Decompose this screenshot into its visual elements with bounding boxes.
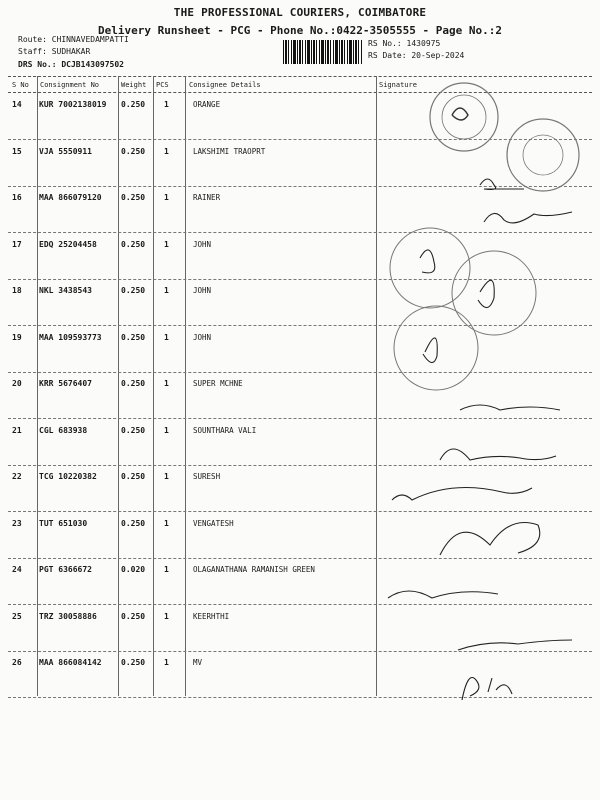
table-row bbox=[8, 141, 592, 187]
rs-no-label: RS No.: bbox=[368, 39, 402, 48]
runsheet-subtitle: Delivery Runsheet - PCG - Phone No.:0422-3505555 - Page No.:2 bbox=[98, 24, 502, 37]
table-row bbox=[8, 559, 592, 605]
cell-consignment-no: KRR 5676407 bbox=[39, 379, 92, 388]
cell-weight: 0.250 bbox=[121, 379, 146, 388]
col-head-weight: Weight bbox=[121, 81, 147, 89]
cell-pcs: 1 bbox=[164, 565, 169, 574]
barcode bbox=[283, 40, 363, 64]
cell-consignee: JOHN bbox=[193, 286, 212, 295]
cell-sno: 23 bbox=[12, 518, 22, 528]
col-head-consignee: Consignee Details bbox=[189, 81, 261, 89]
route-line bbox=[18, 35, 129, 44]
cell-pcs: 1 bbox=[164, 658, 169, 667]
cell-pcs: 1 bbox=[164, 379, 169, 388]
cell-consignee: SUPER MCHNE bbox=[193, 379, 243, 388]
cell-weight: 0.250 bbox=[121, 100, 146, 109]
cell-sno: 15 bbox=[12, 146, 22, 156]
cell-consignee: OLAGANATHANA RAMANISH GREEN bbox=[193, 565, 315, 574]
route-label: Route: bbox=[18, 35, 47, 44]
cell-consignee: KEERHTHI bbox=[193, 611, 230, 621]
rs-date-line bbox=[368, 51, 464, 60]
cell-consignee: SURESH bbox=[193, 472, 221, 481]
cell-consignee: LAKSHIMI TRAOPRT bbox=[193, 146, 266, 156]
cell-pcs: 1 bbox=[164, 425, 169, 435]
cell-consignment-no: PGT 6366672 bbox=[39, 565, 92, 574]
cell-pcs: 1 bbox=[164, 239, 169, 249]
drs-label: DRS No.: bbox=[18, 60, 57, 69]
cell-consignment-no: TRZ 30058886 bbox=[39, 611, 97, 621]
cell-pcs: 1 bbox=[164, 332, 169, 342]
cell-sno: 21 bbox=[12, 425, 22, 435]
cell-sno: 18 bbox=[12, 286, 22, 295]
rs-date-value: 20-Sep-2024 bbox=[411, 51, 465, 60]
cell-consignment-no: MAA 866079120 bbox=[39, 193, 102, 202]
staff-label: Staff: bbox=[18, 47, 47, 56]
cell-consignee: JOHN bbox=[193, 239, 212, 249]
table-row bbox=[8, 94, 592, 140]
cell-pcs: 1 bbox=[164, 518, 169, 528]
cell-weight: 0.250 bbox=[121, 658, 146, 667]
cell-sno: 19 bbox=[12, 332, 22, 342]
rs-no-value: 1430975 bbox=[406, 39, 441, 48]
header-rule-bottom bbox=[8, 92, 592, 93]
table-row bbox=[8, 234, 592, 280]
cell-consignment-no: NKL 3438543 bbox=[39, 286, 92, 295]
cell-consignment-no: TUT 651030 bbox=[39, 518, 88, 528]
table-row bbox=[8, 280, 592, 326]
cell-consignment-no: TCG 10220382 bbox=[39, 472, 97, 481]
cell-weight: 0.250 bbox=[121, 611, 146, 621]
table-row bbox=[8, 327, 592, 373]
cell-sno: 25 bbox=[12, 611, 22, 621]
company-title: THE PROFESSIONAL COURIERS, COIMBATORE bbox=[173, 6, 427, 19]
table-row bbox=[8, 420, 592, 466]
cell-consignee: ORANGE bbox=[193, 100, 221, 109]
cell-sno: 16 bbox=[12, 193, 22, 202]
table-row bbox=[8, 652, 592, 698]
cell-consignment-no: KUR 7002138019 bbox=[39, 100, 107, 109]
cell-sno: 22 bbox=[12, 472, 22, 481]
cell-pcs: 1 bbox=[164, 611, 169, 621]
cell-pcs: 1 bbox=[164, 100, 169, 109]
cell-weight: 0.250 bbox=[121, 425, 146, 435]
route-value: CHINNAVEDAMPATTI bbox=[51, 35, 129, 44]
cell-sno: 14 bbox=[12, 100, 22, 109]
cell-sno: 17 bbox=[12, 239, 22, 249]
cell-weight: 0.250 bbox=[121, 193, 146, 202]
cell-consignment-no: EDQ 25204458 bbox=[39, 239, 97, 249]
row-divider bbox=[8, 697, 592, 698]
cell-consignee: JOHN bbox=[193, 332, 212, 342]
cell-weight: 0.250 bbox=[121, 472, 146, 481]
cell-consignee: MV bbox=[193, 658, 203, 667]
cell-consignee: RAINER bbox=[193, 193, 221, 202]
cell-pcs: 1 bbox=[164, 286, 169, 295]
table-row bbox=[8, 606, 592, 652]
drs-value: DCJB143097502 bbox=[61, 60, 124, 69]
header-rule-top bbox=[8, 76, 592, 77]
cell-weight: 0.250 bbox=[121, 286, 146, 295]
cell-weight: 0.250 bbox=[121, 332, 146, 342]
cell-pcs: 1 bbox=[164, 146, 169, 156]
rs-no-line bbox=[368, 39, 440, 48]
cell-weight: 0.250 bbox=[121, 146, 146, 156]
cell-sno: 24 bbox=[12, 565, 22, 574]
rs-date-label: RS Date: bbox=[368, 51, 407, 60]
staff-line bbox=[18, 47, 90, 56]
cell-consignment-no: MAA 109593773 bbox=[39, 332, 102, 342]
cell-consignment-no: MAA 866084142 bbox=[39, 658, 102, 667]
cell-weight: 0.250 bbox=[121, 239, 146, 249]
col-head-consignment: Consignment No bbox=[40, 81, 100, 89]
cell-consignment-no: VJA 5550911 bbox=[39, 146, 92, 156]
cell-sno: 26 bbox=[12, 658, 22, 667]
cell-consignment-no: CGL 683938 bbox=[39, 425, 88, 435]
cell-consignee: VENGATESH bbox=[193, 518, 234, 528]
col-head-pcs: PCS bbox=[156, 81, 169, 89]
drs-line bbox=[18, 60, 124, 69]
cell-weight: 0.020 bbox=[121, 565, 146, 574]
cell-pcs: 1 bbox=[164, 472, 169, 481]
col-head-signature: Signature bbox=[379, 81, 417, 89]
table-row bbox=[8, 466, 592, 512]
cell-consignee: SOUNTHARA VALI bbox=[193, 425, 257, 435]
col-head-sno: S No bbox=[12, 81, 29, 89]
table-row bbox=[8, 513, 592, 559]
cell-weight: 0.250 bbox=[121, 518, 146, 528]
cell-sno: 20 bbox=[12, 379, 22, 388]
table-row bbox=[8, 187, 592, 233]
cell-pcs: 1 bbox=[164, 193, 169, 202]
table-row bbox=[8, 373, 592, 419]
staff-value: SUDHAKAR bbox=[51, 47, 91, 56]
